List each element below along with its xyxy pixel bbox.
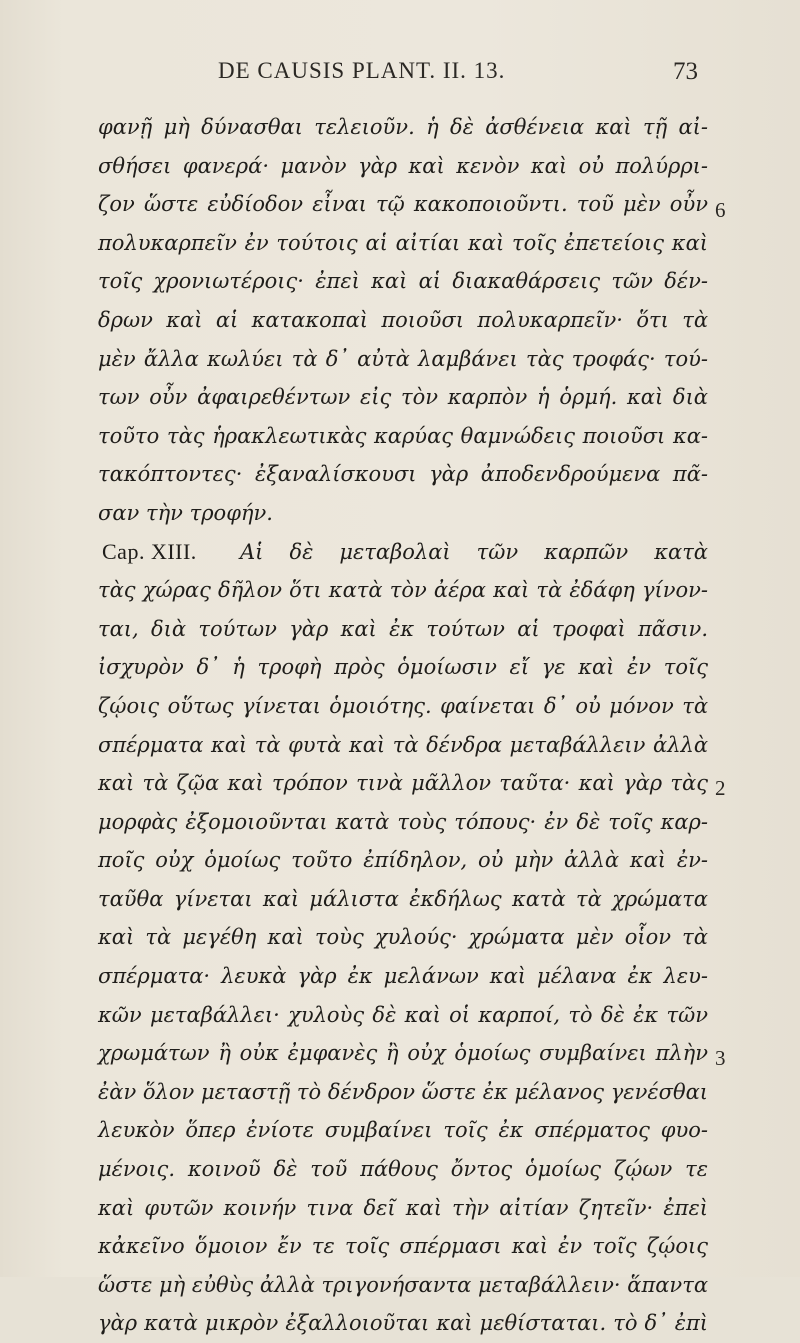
text-line: τοῖς χρονιωτέροις· ἐπεὶ καὶ αἱ διακαθάρσεις τῶν δέν- (98, 269, 708, 294)
margin-section-number: 2 (715, 776, 726, 800)
margin-section-number: 6 (715, 198, 726, 222)
text-line: ἰσχυρὸν δ᾽ ἡ τροφὴ πρὸς ὁμοίωσιν εἴ γε καὶ ἐν τοῖς (98, 655, 708, 680)
text-line: ἐὰν ὅλον μεταστῇ τὸ δένδρον ὥστε ἐκ μέλανος γενέσθαι (98, 1079, 708, 1104)
text-line: χρωμάτων ἢ οὐκ ἐμφανὲς ἢ οὐχ ὁμοίως συμβαίνει πλὴν (98, 1041, 708, 1066)
text-line: λευκὸν ὅπερ ἐνίοτε συμβαίνει τοῖς ἐκ σπέρματος φυο- (98, 1118, 708, 1143)
text-line: σαν τὴν τροφήν. (98, 500, 273, 525)
text-line: κῶν μεταβάλλει· χυλοὺς δὲ καὶ οἱ καρποί, τὸ δὲ ἐκ τῶν (98, 1002, 708, 1027)
chapter-start-line (98, 533, 708, 572)
text-line: τοῦτο τὰς ἡρακλεωτικὰς καρύας θαμνώδεις ποιοῦσι κα- (98, 423, 708, 448)
text-line: μορφὰς ἐξομοιοῦνται κατὰ τοὺς τόπους· ἐν δὲ τοῖς καρ- (98, 809, 708, 834)
margin-section-number: 3 (715, 1046, 726, 1070)
text-line: κἀκεῖνο ὅμοιον ἔν τε τοῖς σπέρμασι καὶ ἐν τοῖς ζῴοις (98, 1234, 708, 1259)
text-line: γὰρ κατὰ μικρὸν ἐξαλλοιοῦται καὶ μεθίσταται. τὸ δ᾽ ἐπὶ (98, 1311, 708, 1336)
text-line: φανῇ μὴ δύνασθαι τελειοῦν. ἡ δὲ ἀσθένεια καὶ τῇ αἰ- (98, 115, 708, 139)
running-head: DE CAUSIS PLANT. II. 13. (218, 58, 506, 83)
text-line: ται, διὰ τούτων γὰρ καὶ ἐκ τούτων αἱ τροφαὶ πᾶσιν. (98, 616, 708, 641)
text-line: καὶ τὰ μεγέθη καὶ τοὺς χυλούς· χρώματα μὲν οἷον τὰ (98, 925, 708, 950)
page-number: 73 (673, 58, 698, 85)
page-header (98, 58, 698, 90)
text-line: σθήσει φανερά· μανὸν γὰρ καὶ κενὸν καὶ οὐ πολύρρι- (98, 153, 708, 178)
text-line: ζον ὥστε εὐδίοδον εἶναι τῷ κακοποιοῦντι. τοῦ μὲν οὖν (98, 192, 708, 217)
text-line: σπέρματα· λευκὰ γὰρ ἐκ μελάνων καὶ μέλανα ἐκ λευ- (98, 964, 708, 989)
text-line: πολυκαρπεῖν ἐν τούτοις αἱ αἰτίαι καὶ τοῖς ἐπετείοις καὶ (98, 230, 708, 255)
text-line: ζῴοις οὕτως γίνεται ὁμοιότης. φαίνεται δ᾽ οὐ μόνον τὰ (98, 693, 708, 718)
text-line: ποῖς οὐχ ὁμοίως τοῦτο ἐπίδηλον, οὐ μὴν ἀλλὰ καὶ ἐν- (98, 848, 708, 873)
chapter-heading: Cap. XIII. (102, 538, 197, 564)
text-line: τακόπτοντες· ἐξαναλίσκουσι γὰρ ἀποδενδρούμενα πᾶ- (98, 462, 708, 487)
text-line: σπέρματα καὶ τὰ φυτὰ καὶ τὰ δένδρα μεταβάλλειν ἀλλὰ (98, 732, 708, 757)
text-line: μένοις. κοινοῦ δὲ τοῦ πάθους ὄντος ὁμοίως ζῴων τε (98, 1157, 708, 1182)
text-line: των οὖν ἀφαιρεθέντων εἰς τὸν καρπὸν ἡ ὁρμή. καὶ διὰ (98, 385, 708, 410)
text-line: τὰς χώρας δῆλον ὅτι κατὰ τὸν ἀέρα καὶ τὰ ἐδάφη γίνον- (98, 578, 708, 603)
text-line: ὥστε μὴ εὐθὺς ἀλλὰ τριγονήσαντα μεταβάλλειν· ἅπαντα (98, 1272, 708, 1297)
text-line: δρων καὶ αἱ κατακοπαὶ ποιοῦσι πολυκαρπεῖν· ὅτι τὰ (98, 307, 708, 332)
text-line: καὶ φυτῶν κοινήν τινα δεῖ καὶ τὴν αἰτίαν ζητεῖν· ἐπεὶ (98, 1195, 708, 1220)
text-line: ταῦθα γίνεται καὶ μάλιστα ἐκδήλως κατὰ τὰ χρώματα (98, 886, 708, 911)
text-line: μὲν ἄλλα κωλύει τὰ δ᾽ αὐτὰ λαμβάνει τὰς τροφάς· τού- (98, 346, 708, 371)
greek-text-block (98, 108, 708, 1343)
chapter-first-words: Αἱ δὲ μεταβολαὶ τῶν καρπῶν κατὰ (240, 539, 708, 564)
text-line: καὶ τὰ ζῷα καὶ τρόπον τινὰ μᾶλλον ταῦτα· καὶ γὰρ τὰς (98, 771, 708, 796)
